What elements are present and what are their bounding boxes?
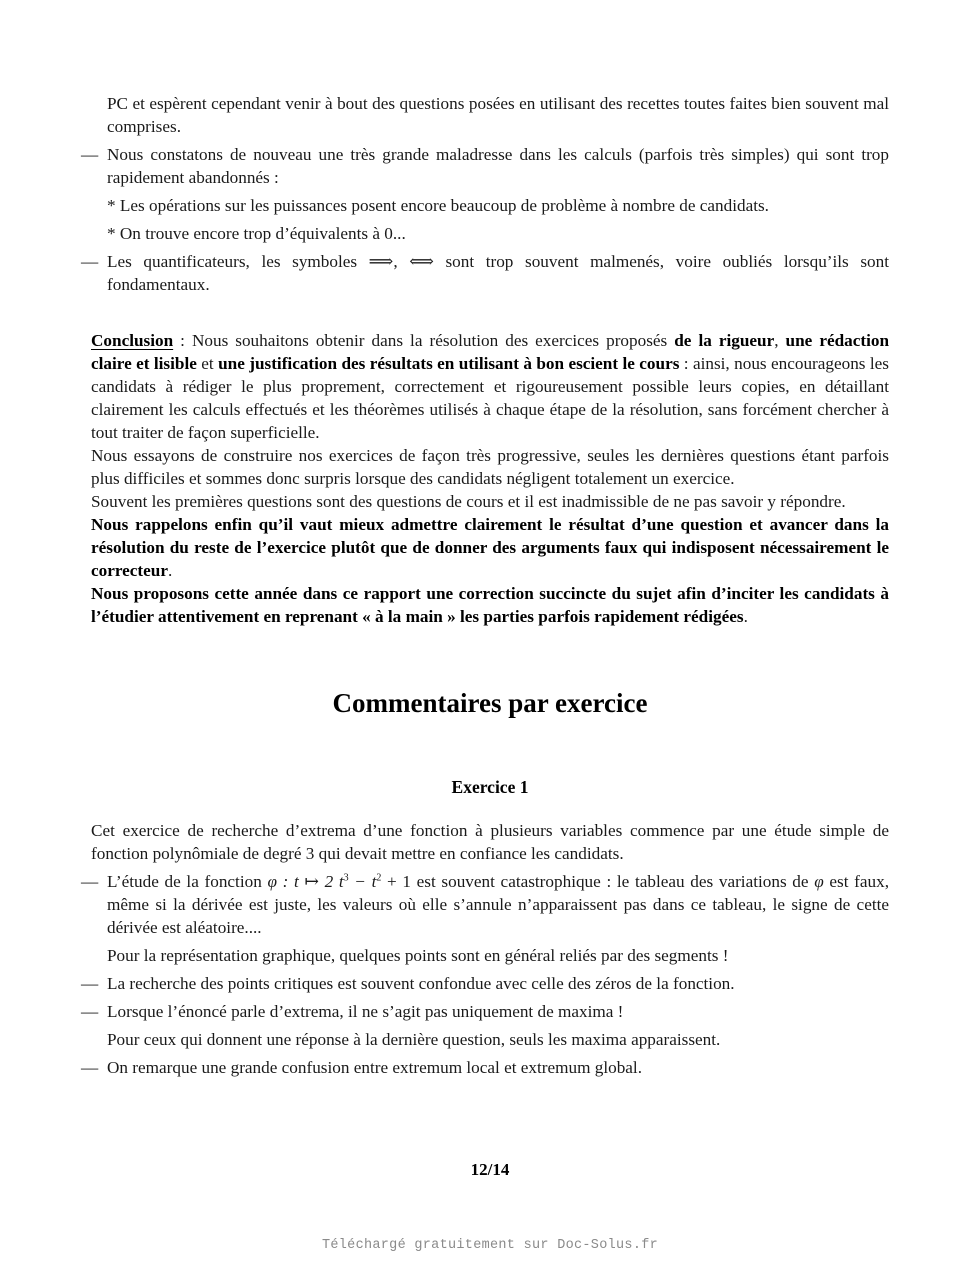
paragraph-bold [91,582,889,628]
text: est faux, même si la dérivée est juste, les valeurs où elle s’annule n’apparaissent pas dans ce tableau, le signe de cette dérivée est aléatoire.... [107,872,889,937]
separator: , [393,252,410,271]
bold-text: Nous proposons cette année dans ce rapport une correction succincte du sujet afin d’inciter les candidats à l’étudier attentivement en reprenant « à la main » les parties parfois rapidement rédigées [91,584,889,626]
paragraph-bold [91,513,889,582]
exponent: 2 [376,872,382,884]
conclusion-paragraph [91,329,889,444]
text: , [774,331,786,350]
iff-symbol: ⟺ [409,252,434,271]
implies-symbol: ⟹ [368,252,394,271]
paragraph: Nous essayons de construire nos exercices de façon très progressive, seules les dernières questions étant parfois plus difficiles et sommes donc surpris lorsque des candidats négligent totalement un exercice. [91,446,889,488]
bold-text: de la rigueur [674,331,775,350]
dash-bullet: — [81,1058,99,1077]
exercise-intro: Cet exercice de recherche d’extrema d’une fonction à plusieurs variables commence par une étude simple de fonction polynômiale de degré 3 qui devait mettre en confiance les candidats. [91,821,889,863]
bold-text: une justification des résultats en utilisant à bon escient le cours [218,354,680,373]
formula: + 1 [381,872,411,891]
exercise-title: Exercice 1 [451,777,529,797]
paragraph: Souvent les premières questions sont des questions de cours et il est inadmissible de ne pas savoir y répondre. [91,492,846,511]
list-item-text: Nous constatons de nouveau une très grande maladresse dans les calculs (parfois très simples) qui sont trop rapidement abandonnés : [107,145,889,187]
text: : Nous souhaitons obtenir dans la résolution des exercices proposés [173,331,675,350]
list-item-text: sont trop souvent malmenés, voire oubliés lorsqu’ils sont fondamentaux. [107,252,889,294]
list-item [81,143,889,189]
text: : ainsi, nous encourageons les candidats à rédiger le plus proprement, correctement et rigoureusement possible leurs copies, en détaillant clairement les calculs effectués et les théorèmes utilisés à chaque étape de la résolution, sans forcément chercher à tout traiter de façon superficielle. [91,354,889,442]
footer-watermark: Téléchargé gratuitement sur Doc-Solus.fr [321,1238,659,1253]
exponent: 3 [343,872,349,884]
phi-symbol: φ [267,872,277,891]
formula: − t [348,872,377,891]
text: L’étude de la fonction [107,872,268,891]
item-note: Pour la représentation graphique, quelques points sont en général reliés par des segments ! [107,946,729,965]
list-item-text: Lorsque l’énoncé parle d’extrema, il ne s’agit pas uniquement de maxima ! [107,1002,624,1021]
section-title: Commentaires par exercice [332,688,648,718]
text: et [196,354,219,373]
phi-symbol: φ [814,872,824,891]
formula: : t ↦ 2 t [276,872,344,891]
list-item [81,972,889,995]
list-item [81,870,889,939]
sub-item: * On trouve encore trop d’équivalents à 0... [107,224,406,243]
dash-bullet: — [81,252,99,271]
list-item [81,1056,889,1079]
list-item [81,250,889,296]
list-item-text: Les quantificateurs, les symboles [107,252,369,271]
document-page [81,92,890,1079]
list-item-text: On remarque une grande confusion entre extremum local et extremum global. [107,1058,643,1077]
sub-item: * Les opérations sur les puissances posent encore beaucoup de problème à nombre de candidats. [107,196,769,215]
intro-continuation: PC et espèrent cependant venir à bout des questions posées en utilisant des recettes toutes faites bien souvent mal comprises. [107,94,889,136]
page-number: 12/14 [470,1160,510,1179]
item-note: Pour ceux qui donnent une réponse à la dernière question, seuls les maxima apparaissent. [107,1030,721,1049]
dash-bullet: — [81,145,99,164]
conclusion-label: Conclusion [91,331,174,350]
list-item-text: La recherche des points critiques est souvent confondue avec celle des zéros de la fonction. [107,974,735,993]
dash-bullet: — [81,974,99,993]
dash-bullet: — [81,1002,99,1021]
text: . [743,607,748,626]
bold-text: Nous rappelons enfin qu’il vaut mieux admettre clairement le résultat d’une question et avancer dans la résolution du reste de l’exercice plutôt que de donner des arguments faux qui indisposent nécessairement le correcteur [91,515,889,580]
text: . [167,561,173,580]
text: est souvent catastrophique : le tableau des variations de [410,872,815,891]
dash-bullet: — [81,872,99,891]
list-item [81,1000,889,1023]
bold-text: une rédaction claire et lisible [91,331,890,373]
